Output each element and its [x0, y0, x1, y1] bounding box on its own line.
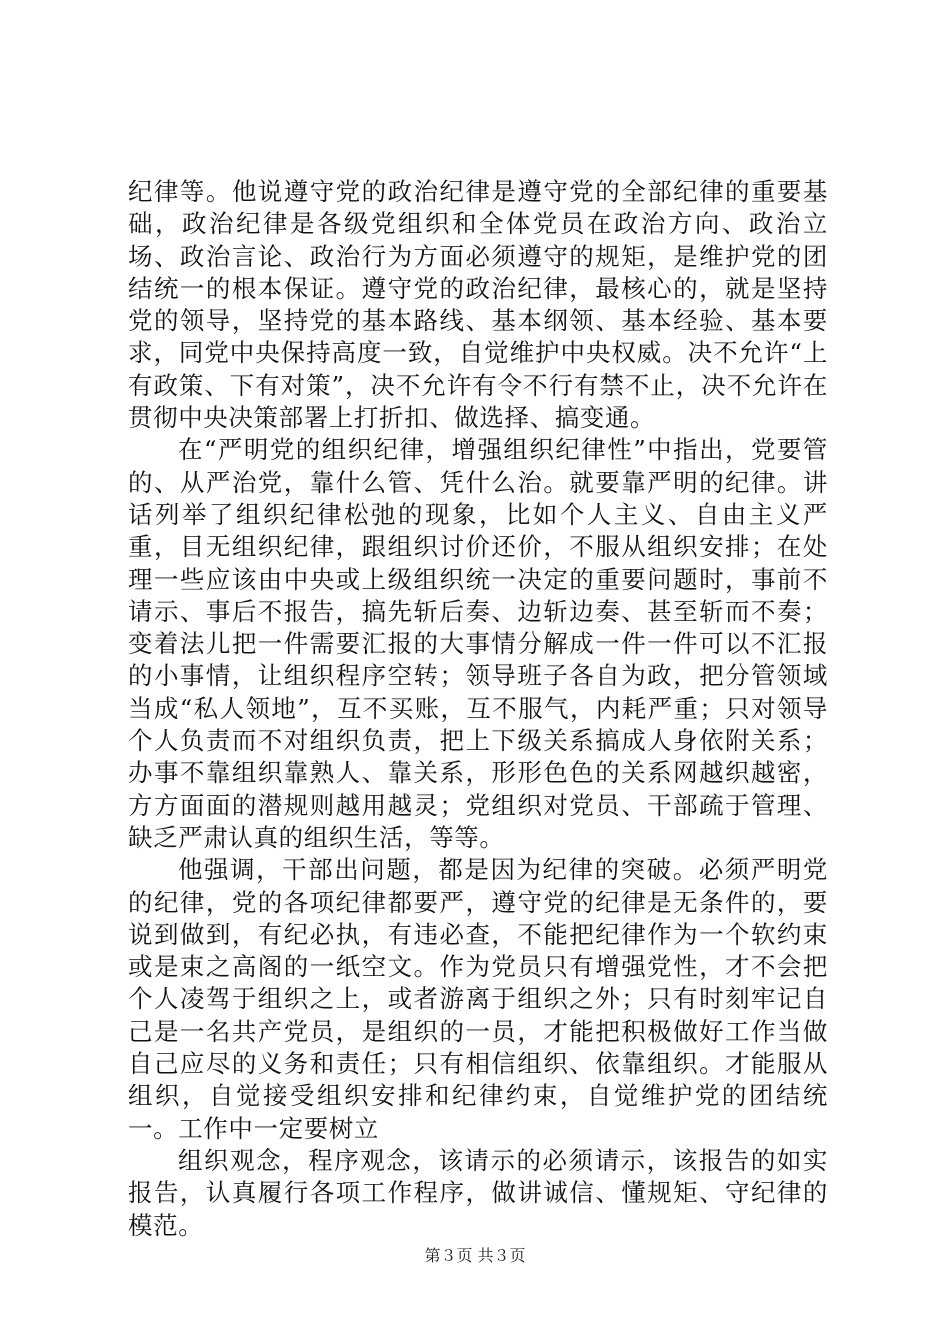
paragraph-1: 纪律等。他说遵守党的政治纪律是遵守党的全部纪律的重要基础，政治纪律是各级党组织和全体党员在政治方向、政治立场、政治言论、政治行为方面必须遵守的规矩，是维护党的团结统一的根本保证。遵守党的政治纪律，最核心的，就是坚持党的领导，坚持党的基本路线、基本纲领、基本经验、基本要求，同党中央保持高度一致，自觉维护中央权威。决不允许“上有政策、下有对策”，决不允许有令不行有禁不止，决不允许在贯彻中央决策部署上打折扣、做选择、搞变通。: [128, 177, 828, 433]
paragraph-4: 组织观念，程序观念，该请示的必须请示，该报告的如实报告，认真履行各项工作程序，做讲诚信、懂规矩、守纪律的模范。: [128, 1145, 828, 1240]
document-body: [128, 176, 828, 1242]
page-number-footer: 第３页 共３页: [424, 1246, 526, 1265]
paragraph-3: 他强调，干部出问题，都是因为纪律的突破。必须严明党的纪律，党的各项纪律都要严，遵守党的纪律是无条件的，要说到做到，有纪必执，有违必查，不能把纪律作为一个软约束或是束之高阁的一纸空文。作为党员只有增强党性，才不会把个人凌驾于组织之上，或者游离于组织之外；只有时刻牢记自己是一名共产党员，是组织的一员，才能把积极做好工作当做自己应尽的义务和责任；只有相信组织、依靠组织。才能服从组织，自觉接受组织安排和纪律约束，自觉维护党的团结统一。工作中一定要树立: [128, 855, 828, 1143]
paragraph-2: 在“严明党的组织纪律，增强组织纪律性”中指出，党要管的、从严治党，靠什么管、凭什么治。就要靠严明的纪律。讲话列举了组织纪律松弛的现象，比如个人主义、自由主义严重，目无组织纪律，跟组织讨价还价，不服从组织安排；在处理一些应该由中央或上级组织统一决定的重要问题时，事前不请示、事后不报告，搞先斩后奏、边斩边奏、甚至斩而不奏；变着法儿把一件需要汇报的大事情分解成一件一件可以不汇报的小事情，让组织程序空转；领导班子各自为政，把分管领域当成“私人领地”，互不买账，互不服气，内耗严重；只对领导个人负责而不对组织负责，把上下级关系搞成人身依附关系；办事不靠组织靠熟人、靠关系，形形色色的关系网越织越密，方方面面的潜规则越用越灵；党组织对党员、干部疏于管理、缺乏严肃认真的组织生活，等等。: [128, 435, 828, 852]
